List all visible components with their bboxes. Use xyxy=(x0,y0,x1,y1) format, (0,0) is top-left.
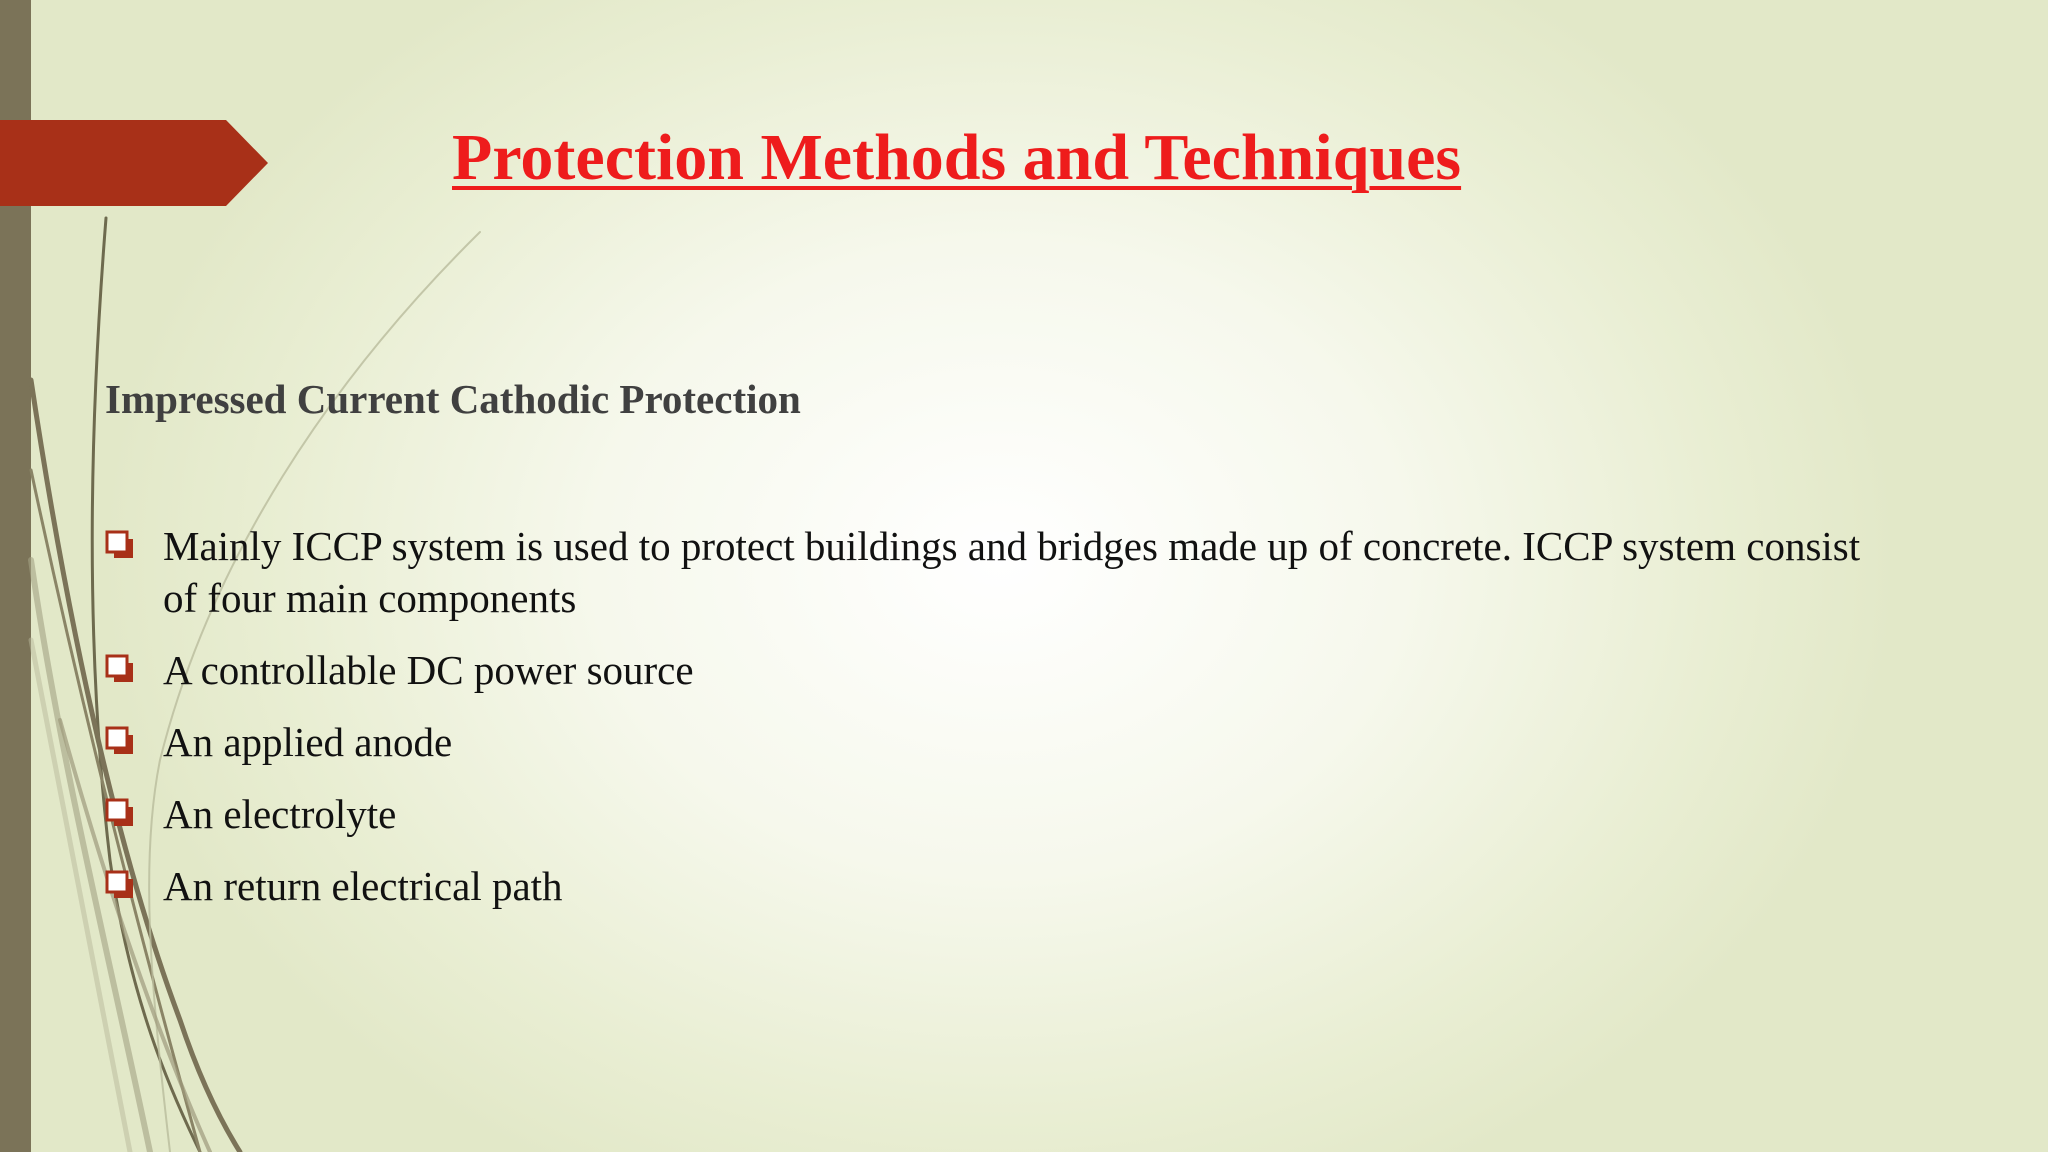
bullet-text: An electrolyte xyxy=(163,791,397,837)
hollow-square-bullet-icon xyxy=(105,726,135,756)
list-item xyxy=(105,788,1865,840)
hollow-square-bullet-icon xyxy=(105,870,135,900)
list-item xyxy=(105,644,1865,696)
title-arrow-polygon xyxy=(0,120,268,206)
hollow-square-bullet-icon xyxy=(105,530,135,560)
section-subtitle: Impressed Current Cathodic Protection xyxy=(105,376,801,422)
list-item xyxy=(105,520,1865,624)
bullet-list xyxy=(105,520,1865,932)
hollow-square-bullet-icon xyxy=(105,798,135,828)
hollow-square-bullet-icon xyxy=(105,654,135,684)
bullet-text: An applied anode xyxy=(163,719,453,765)
list-item xyxy=(105,860,1865,912)
title-arrow-shape xyxy=(0,120,272,206)
list-item xyxy=(105,716,1865,768)
page-title: Protection Methods and Techniques xyxy=(452,121,1462,194)
bullet-text: A controllable DC power source xyxy=(163,647,694,693)
bullet-text: Mainly ICCP system is used to protect buildings and bridges made up of concrete. ICCP system consist of four main components xyxy=(163,523,1861,621)
bullet-text: An return electrical path xyxy=(163,863,563,909)
